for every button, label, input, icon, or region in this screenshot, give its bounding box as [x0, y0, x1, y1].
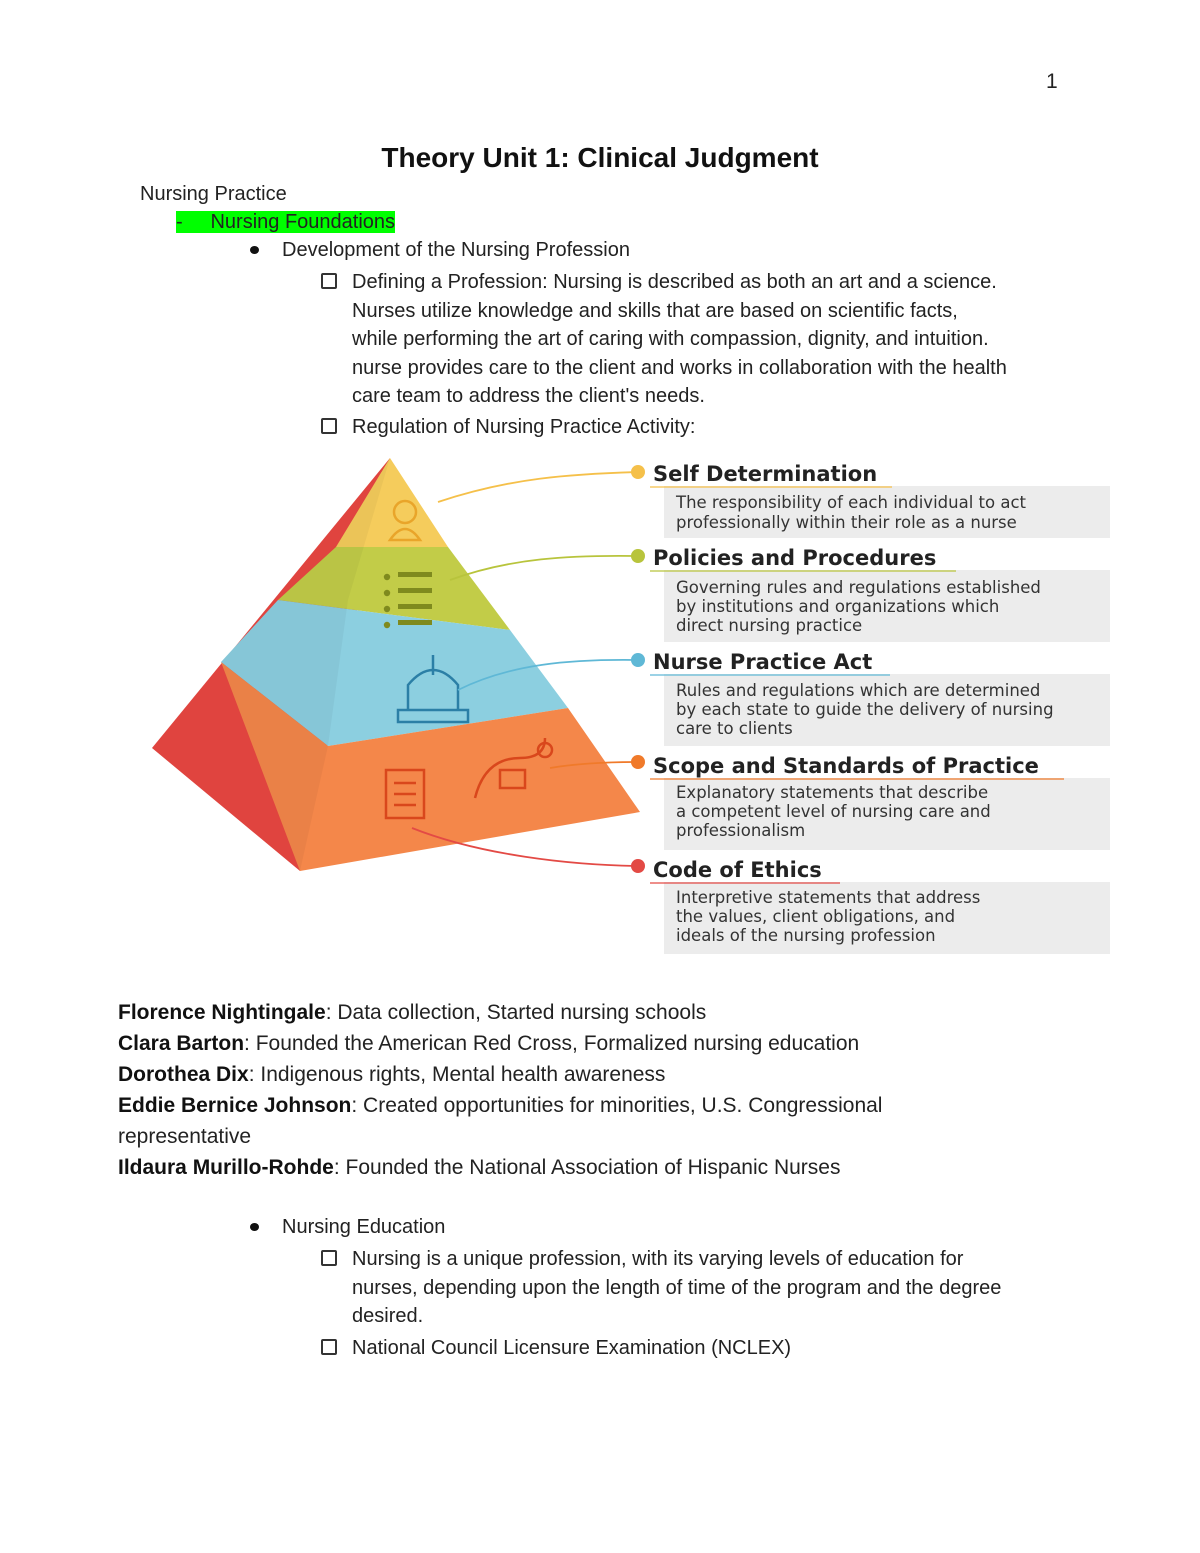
- paragraph-line: Defining a Profession: Nursing is described as both an art and a science.: [352, 271, 997, 293]
- person-description: : Indigenous rights, Mental health awareness: [248, 1063, 666, 1086]
- marker-dot: [631, 755, 645, 769]
- level-title: Nurse Practice Act: [653, 650, 873, 674]
- marker-dot: [631, 549, 645, 563]
- level-description-line: Governing rules and regulations established: [676, 578, 1041, 597]
- person-description: : Data collection, Started nursing schools: [325, 1001, 707, 1024]
- education-paragraph: [352, 1245, 1072, 1331]
- bullet-icon: [250, 1223, 259, 1231]
- person-name: Eddie Bernice Johnson: [118, 1094, 352, 1117]
- level-description-line: Interpretive statements that address: [676, 888, 981, 907]
- regulation-heading: Regulation of Nursing Practice Activity:: [352, 416, 696, 438]
- subsection-label: Nursing Foundations: [210, 211, 396, 233]
- person-entry: [118, 997, 706, 1028]
- paragraph-line: Nurses utilize knowledge and skills that are based on scientific facts,: [352, 299, 958, 322]
- person-name: Dorothea Dix: [118, 1063, 249, 1086]
- level-title: Policies and Procedures: [653, 546, 937, 570]
- level-title: Code of Ethics: [653, 858, 822, 882]
- level-description-line: The responsibility of each individual to act: [676, 493, 1026, 512]
- checkbox-icon: [321, 273, 337, 289]
- level-description-line: direct nursing practice: [676, 616, 863, 635]
- person-name: Ildaura Murillo-Rohde: [118, 1156, 334, 1179]
- paragraph-line: while performing the art of caring with compassion, dignity, and intuition.: [352, 328, 989, 350]
- paragraph-line: desired.: [352, 1305, 424, 1327]
- dash-marker: -: [176, 211, 183, 233]
- level-title: Scope and Standards of Practice: [653, 754, 1039, 778]
- paragraph-line: nurses, depending upon the length of time of the program and the degree: [352, 1276, 1002, 1299]
- page-title: Theory Unit 1: Clinical Judgment: [381, 142, 819, 173]
- marker-dot: [631, 859, 645, 873]
- person-description-continued: representative: [118, 1125, 252, 1148]
- nclex-item: National Council Licensure Examination (NCLEX): [352, 1337, 792, 1359]
- paragraph-line: Nursing is a unique profession, with its varying levels of education for: [352, 1248, 964, 1270]
- person-description: : Founded the American Red Cross, Formalized nursing education: [244, 1032, 860, 1055]
- development-heading: Development of the Nursing Profession: [282, 239, 630, 261]
- defining-paragraph: [352, 268, 1072, 411]
- level-title: Self Determination: [653, 462, 878, 486]
- person-entry: [118, 1059, 665, 1090]
- page-number: 1: [1046, 70, 1058, 93]
- checkbox-icon: [321, 1339, 337, 1355]
- level-description-line: by each state to guide the delivery of nursing: [676, 700, 1054, 719]
- level-description-line: Explanatory statements that describe: [676, 783, 989, 802]
- level-description-line: professionally within their role as a nurse: [676, 513, 1017, 532]
- nursing-regulation-pyramid: [150, 450, 1115, 960]
- level-description-line: care to clients: [676, 719, 793, 738]
- section-heading: Nursing Practice: [140, 183, 287, 205]
- marker-dot: [631, 653, 645, 667]
- level-description-line: ideals of the nursing profession: [676, 926, 936, 945]
- paragraph-line: care team to address the client's needs.: [352, 385, 705, 407]
- level-description-line: professionalism: [676, 821, 806, 840]
- education-heading: Nursing Education: [282, 1216, 446, 1238]
- person-name: Clara Barton: [118, 1032, 245, 1055]
- level-description-line: by institutions and organizations which: [676, 597, 1000, 616]
- person-entry: [118, 1028, 859, 1059]
- checkbox-icon: [321, 418, 337, 434]
- person-name: Florence Nightingale: [118, 1001, 326, 1024]
- person-entry: [118, 1090, 882, 1121]
- person-description: : Founded the National Association of Hispanic Nurses: [333, 1156, 841, 1179]
- marker-dot: [631, 465, 645, 479]
- subsection-highlight: [176, 211, 395, 233]
- paragraph-line: nurse provides care to the client and works in collaboration with the health: [352, 356, 1007, 379]
- bullet-icon: [250, 246, 259, 254]
- person-description: : Created opportunities for minorities, U.S. Congressional: [351, 1094, 883, 1117]
- level-description-line: a competent level of nursing care and: [676, 802, 991, 821]
- level-description-line: Rules and regulations which are determined: [676, 681, 1041, 700]
- level-description-line: the values, client obligations, and: [676, 907, 956, 926]
- subsection-heading: [176, 208, 395, 236]
- checkbox-icon: [321, 1250, 337, 1266]
- person-entry: [118, 1152, 840, 1183]
